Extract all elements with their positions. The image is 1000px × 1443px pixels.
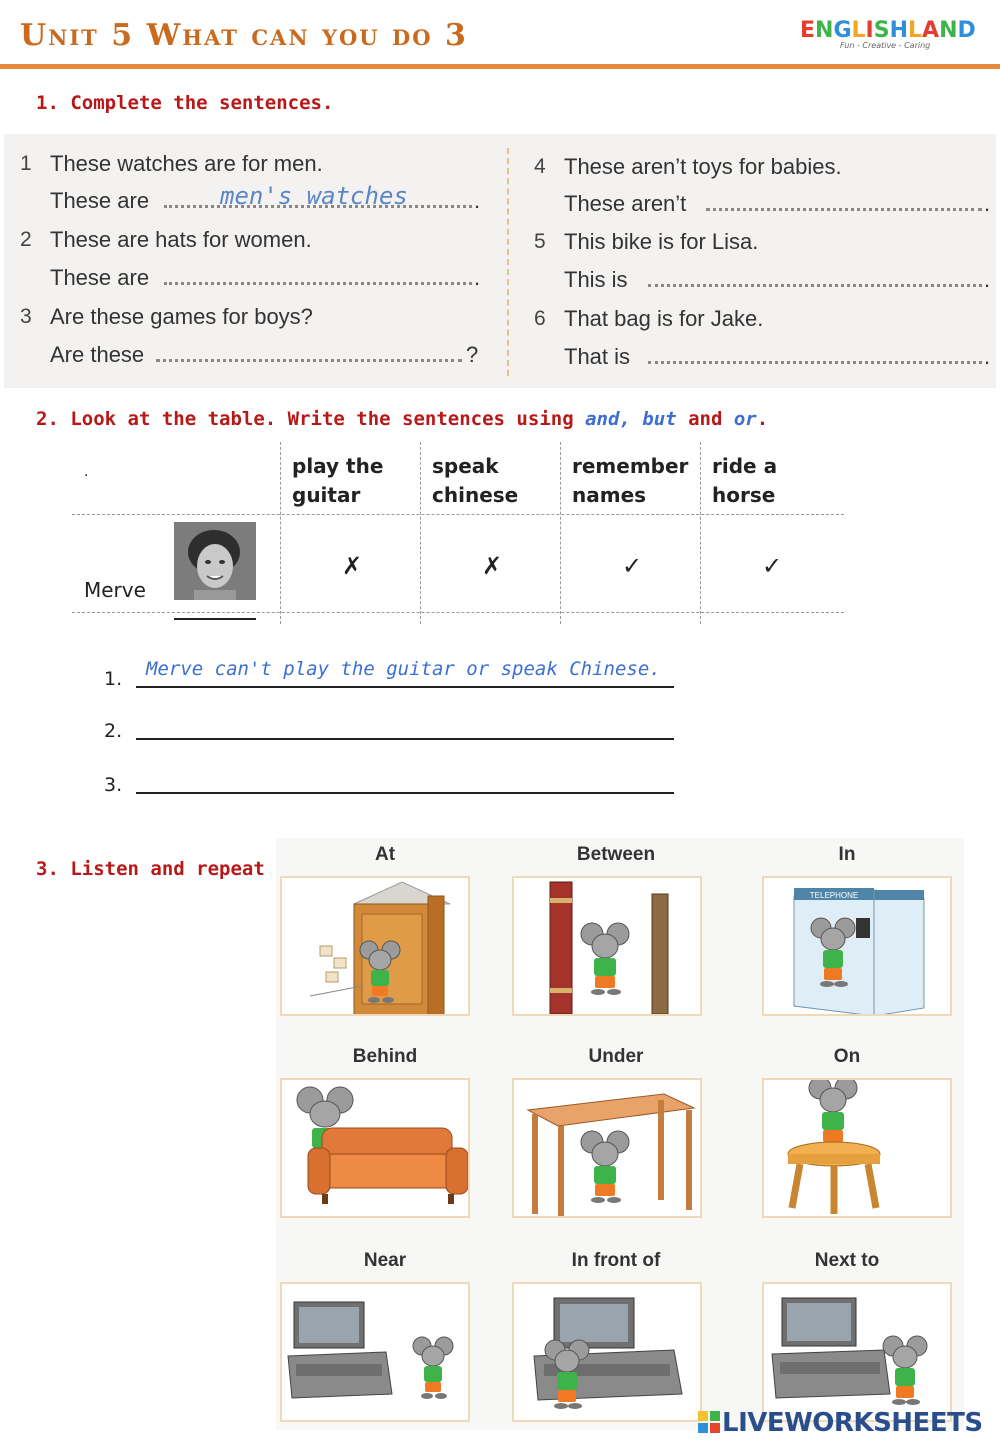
logo-letter: H xyxy=(889,18,909,43)
scene-behind-sofa[interactable] xyxy=(280,1078,470,1218)
column-header-line: horse xyxy=(712,483,776,507)
item-number: 4 xyxy=(534,155,546,178)
scene-between-books[interactable] xyxy=(512,876,702,1016)
answer-text[interactable]: men's watches xyxy=(220,182,408,210)
scene-in-front-of-tv[interactable] xyxy=(512,1282,702,1422)
item-prompt: This is xyxy=(564,267,628,292)
header-rule xyxy=(0,64,1000,69)
ex2-heading-end: . xyxy=(756,408,769,430)
table-col-line xyxy=(700,442,701,624)
line-number: 1. xyxy=(104,668,123,690)
table-col-line xyxy=(560,442,561,624)
answer-blank[interactable] xyxy=(156,358,462,362)
liveworksheets-icon xyxy=(698,1411,720,1433)
watermark-text: LIVEWORKSHEETS xyxy=(722,1408,983,1438)
preposition-label: Under xyxy=(588,1046,644,1067)
item-end: . xyxy=(984,344,991,369)
preposition-label: Between xyxy=(576,844,656,865)
item-end: . xyxy=(474,265,481,290)
table-col-line xyxy=(280,442,281,624)
preposition-label: On xyxy=(833,1046,861,1067)
ex1-heading: 1. Complete the sentences. xyxy=(36,92,334,114)
item-sentence: Are these games for boys? xyxy=(50,304,313,329)
logo-letter: I xyxy=(865,18,874,43)
table-rule xyxy=(72,612,844,613)
item-prompt: Are these xyxy=(50,342,145,367)
column-divider xyxy=(507,148,509,376)
answer-blank[interactable] xyxy=(648,360,982,364)
mouse xyxy=(809,1080,857,1149)
item-number: 5 xyxy=(534,230,546,253)
item-sentence: This bike is for Lisa. xyxy=(564,229,759,254)
ex2-heading-mid: and xyxy=(688,408,723,430)
column-header xyxy=(712,452,777,510)
column-header-line: play the xyxy=(292,454,384,478)
table-col-line xyxy=(420,442,421,624)
logo-letter: S xyxy=(873,18,890,43)
logo-letter: N xyxy=(939,18,958,43)
scene-under-table[interactable] xyxy=(512,1078,702,1218)
preposition-label: In front of xyxy=(571,1250,661,1271)
column-header xyxy=(572,452,688,510)
person-name: Merve xyxy=(84,578,146,602)
scene-next-to-tv[interactable] xyxy=(762,1282,952,1422)
logo-letter: D xyxy=(957,18,976,43)
item-prompt: These are xyxy=(50,188,150,213)
item-sentence: These are hats for women. xyxy=(50,227,312,252)
item-prompt: These aren’t xyxy=(564,191,687,216)
logo-letters xyxy=(800,18,976,43)
line-number: 2. xyxy=(104,720,123,742)
page-title: Unit 5 What can you do 3 xyxy=(20,18,468,53)
column-header-line: remember xyxy=(572,454,689,478)
table-rule xyxy=(72,514,844,515)
merve-photo xyxy=(174,522,256,600)
logo-brand xyxy=(800,18,976,43)
written-answer[interactable]: Merve can't play the guitar or speak Chinese. xyxy=(146,658,661,680)
mouse xyxy=(883,1336,927,1405)
column-header-line: names xyxy=(572,483,647,507)
column-header xyxy=(292,452,383,510)
ex1-panel xyxy=(4,134,996,388)
logo-letter: A xyxy=(922,18,940,43)
writing-line[interactable] xyxy=(136,792,674,794)
item-number: 2 xyxy=(20,228,32,251)
line-number: 3. xyxy=(104,774,123,796)
item-end: . xyxy=(474,188,481,213)
ability-table xyxy=(72,442,844,624)
item-number: 1 xyxy=(20,152,32,175)
item-number: 6 xyxy=(534,307,546,330)
englishland-logo xyxy=(800,18,976,63)
mouse xyxy=(581,1131,629,1203)
logo-letter: L xyxy=(908,18,923,43)
cross-mark: ✗ xyxy=(482,552,503,580)
ex2-heading-start: 2. Look at the table. Write the sentences using xyxy=(36,408,574,430)
ex2-heading xyxy=(36,408,768,430)
scene-in-phonebox[interactable] xyxy=(762,876,952,1016)
item-sentence: These watches are for men. xyxy=(50,151,323,176)
logo-letter: E xyxy=(800,18,816,43)
writing-line[interactable] xyxy=(136,738,674,740)
scene-near-tv[interactable] xyxy=(280,1282,470,1422)
check-mark: ✓ xyxy=(622,552,643,580)
phonebox-sign: TELEPHONE xyxy=(809,891,859,900)
table-corner: . xyxy=(84,464,89,480)
photo-underline xyxy=(174,618,256,620)
item-number: 3 xyxy=(20,305,32,328)
preposition-label: Near xyxy=(363,1250,407,1271)
mouse xyxy=(413,1337,453,1399)
item-sentence: That bag is for Jake. xyxy=(564,306,764,331)
mouse xyxy=(581,923,629,995)
ex2-heading-and-but: and, but xyxy=(585,408,677,430)
answer-blank[interactable] xyxy=(164,281,472,285)
preposition-label: In xyxy=(838,844,856,865)
item-end: . xyxy=(984,267,991,292)
item-end: . xyxy=(984,191,991,216)
column-header-line: guitar xyxy=(292,483,361,507)
preposition-label: Next to xyxy=(814,1250,880,1271)
item-prompt: These are xyxy=(50,265,150,290)
column-header-line: ride a xyxy=(712,454,778,478)
ex3-heading: 3. Listen and repeat xyxy=(36,858,265,880)
answer-blank[interactable] xyxy=(706,207,982,211)
logo-tagline: Fun - Creative - Caring xyxy=(840,41,931,50)
writing-line[interactable] xyxy=(136,686,674,688)
preposition-label: Behind xyxy=(352,1046,418,1067)
prepositions-grid xyxy=(276,838,964,1430)
column-header xyxy=(432,452,518,510)
scene-at-door[interactable] xyxy=(280,876,470,1016)
item-sentence: These aren’t toys for babies. xyxy=(564,154,842,179)
column-header-line: speak xyxy=(432,454,499,478)
answer-blank[interactable] xyxy=(648,283,982,287)
scene-on-stool[interactable] xyxy=(762,1078,952,1218)
preposition-label: At xyxy=(374,844,396,865)
ex2-heading-or: or xyxy=(733,408,757,430)
cross-mark: ✗ xyxy=(342,552,363,580)
column-header-line: chinese xyxy=(432,483,519,507)
check-mark: ✓ xyxy=(762,552,783,580)
logo-letter: G xyxy=(833,18,852,43)
logo-letter: L xyxy=(851,18,866,43)
item-prompt: That is xyxy=(564,344,631,369)
logo-letter: N xyxy=(815,18,834,43)
item-end: ? xyxy=(466,342,479,367)
liveworksheets-watermark xyxy=(698,1408,983,1438)
